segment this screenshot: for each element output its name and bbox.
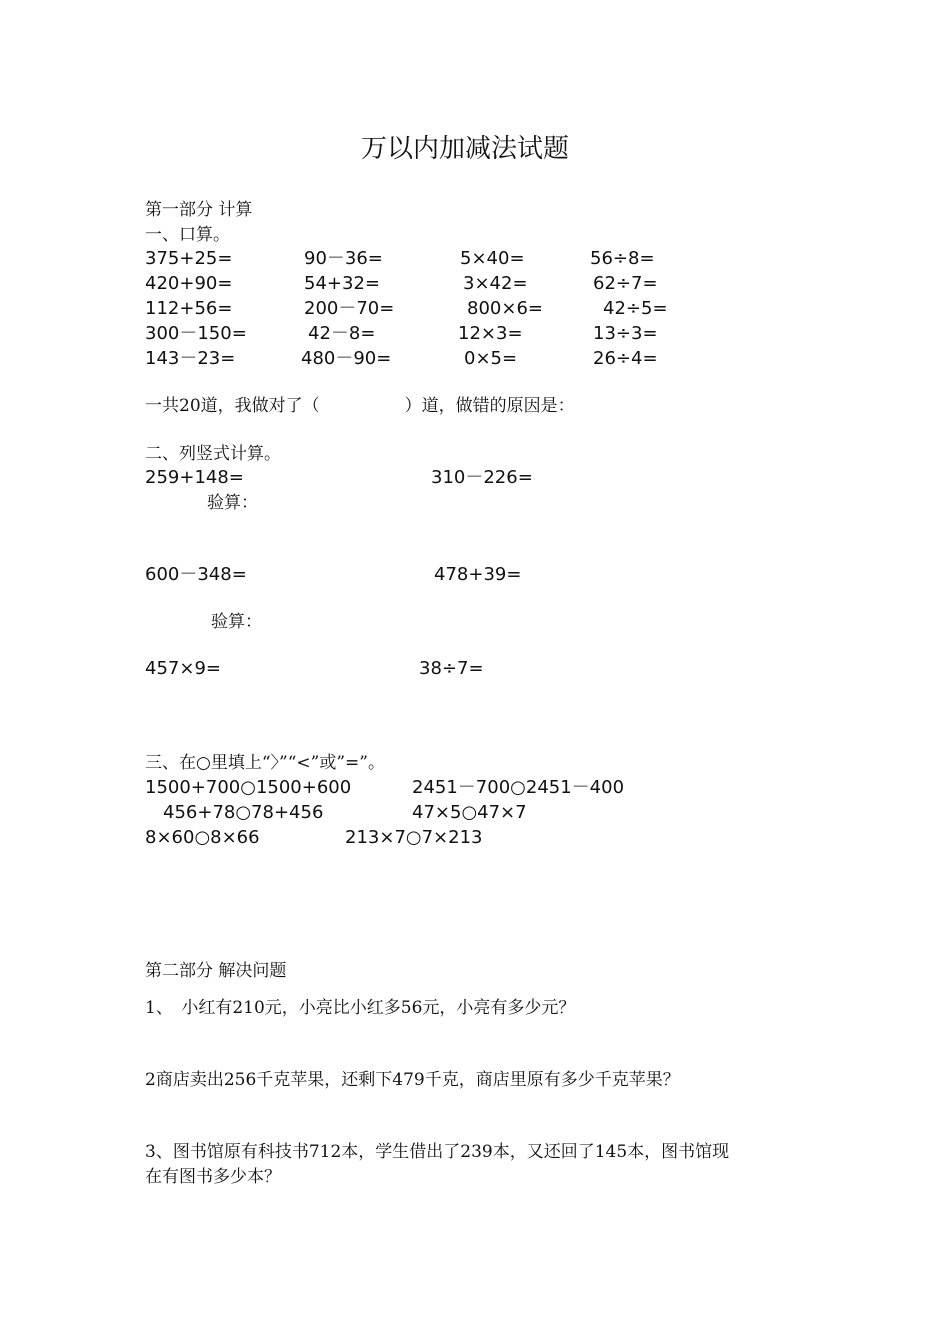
oral-item: 12×3= xyxy=(458,323,523,344)
vertical-problem: 259+148= xyxy=(145,467,244,488)
oral-item: 200－70= xyxy=(304,298,395,319)
compare-heading: 三、在○里填上“〉”“<”或”=”。 xyxy=(145,753,385,773)
vertical-problem: 600－348= xyxy=(145,564,247,585)
oral-item: 54+32= xyxy=(304,273,380,294)
problem-2: 2商店卖出256千克苹果，还剩下479千克，商店里原有多少千克苹果？ xyxy=(145,1070,680,1090)
problem-3-line2: 在有图书多少本？ xyxy=(145,1167,281,1187)
vertical-problem: 38÷7= xyxy=(419,658,484,679)
vertical-problem: 478+39= xyxy=(434,564,522,585)
oral-item: 3×42= xyxy=(463,273,528,294)
oral-item: 800×6= xyxy=(467,298,543,319)
oral-item: 42－8= xyxy=(308,323,376,344)
problem-1: 1、 小红有210元，小亮比小红多56元，小亮有多少元？ xyxy=(145,998,576,1018)
check-label: 验算： xyxy=(207,493,258,513)
oral-item: 420+90= xyxy=(145,273,233,294)
oral-item: 5×40= xyxy=(460,248,525,269)
compare-item: 47×5○47×7 xyxy=(412,802,527,823)
oral-item: 56÷8= xyxy=(590,248,655,269)
compare-item: 1500+700○1500+600 xyxy=(145,777,352,798)
vertical-problem: 457×9= xyxy=(145,658,221,679)
page-title: 万以内加减法试题 xyxy=(361,134,570,164)
oral-item: 112+56= xyxy=(145,298,233,319)
oral-item: 143－23= xyxy=(145,348,236,369)
compare-item: 8×60○8×66 xyxy=(145,827,260,848)
oral-item: 13÷3= xyxy=(593,323,658,344)
compare-item: 456+78○78+456 xyxy=(163,802,324,823)
part2-heading: 第二部分 解决问题 xyxy=(145,961,287,981)
compare-item: 213×7○7×213 xyxy=(345,827,483,848)
problem-3-line1: 3、图书馆原有科技书712本，学生借出了239本，又还回了145本，图书馆现 xyxy=(145,1142,730,1162)
part1-heading: 第一部分 计算 xyxy=(145,200,253,220)
oral-heading: 一、口算。 xyxy=(145,225,230,245)
oral-item: 480－90= xyxy=(301,348,392,369)
oral-item: 62÷7= xyxy=(593,273,658,294)
oral-summary: 一共20道，我做对了（ ）道，做错的原因是： xyxy=(145,396,575,416)
oral-item: 375+25= xyxy=(145,248,233,269)
vertical-heading: 二、列竖式计算。 xyxy=(145,444,281,464)
compare-item: 2451－700○2451－400 xyxy=(412,777,625,798)
oral-item: 26÷4= xyxy=(593,348,658,369)
oral-item: 90－36= xyxy=(304,248,383,269)
oral-item: 300－150= xyxy=(145,323,247,344)
oral-item: 42÷5= xyxy=(603,298,668,319)
oral-item: 0×5= xyxy=(464,348,518,369)
vertical-problem: 310－226= xyxy=(431,467,533,488)
check-label: 验算： xyxy=(211,612,262,632)
